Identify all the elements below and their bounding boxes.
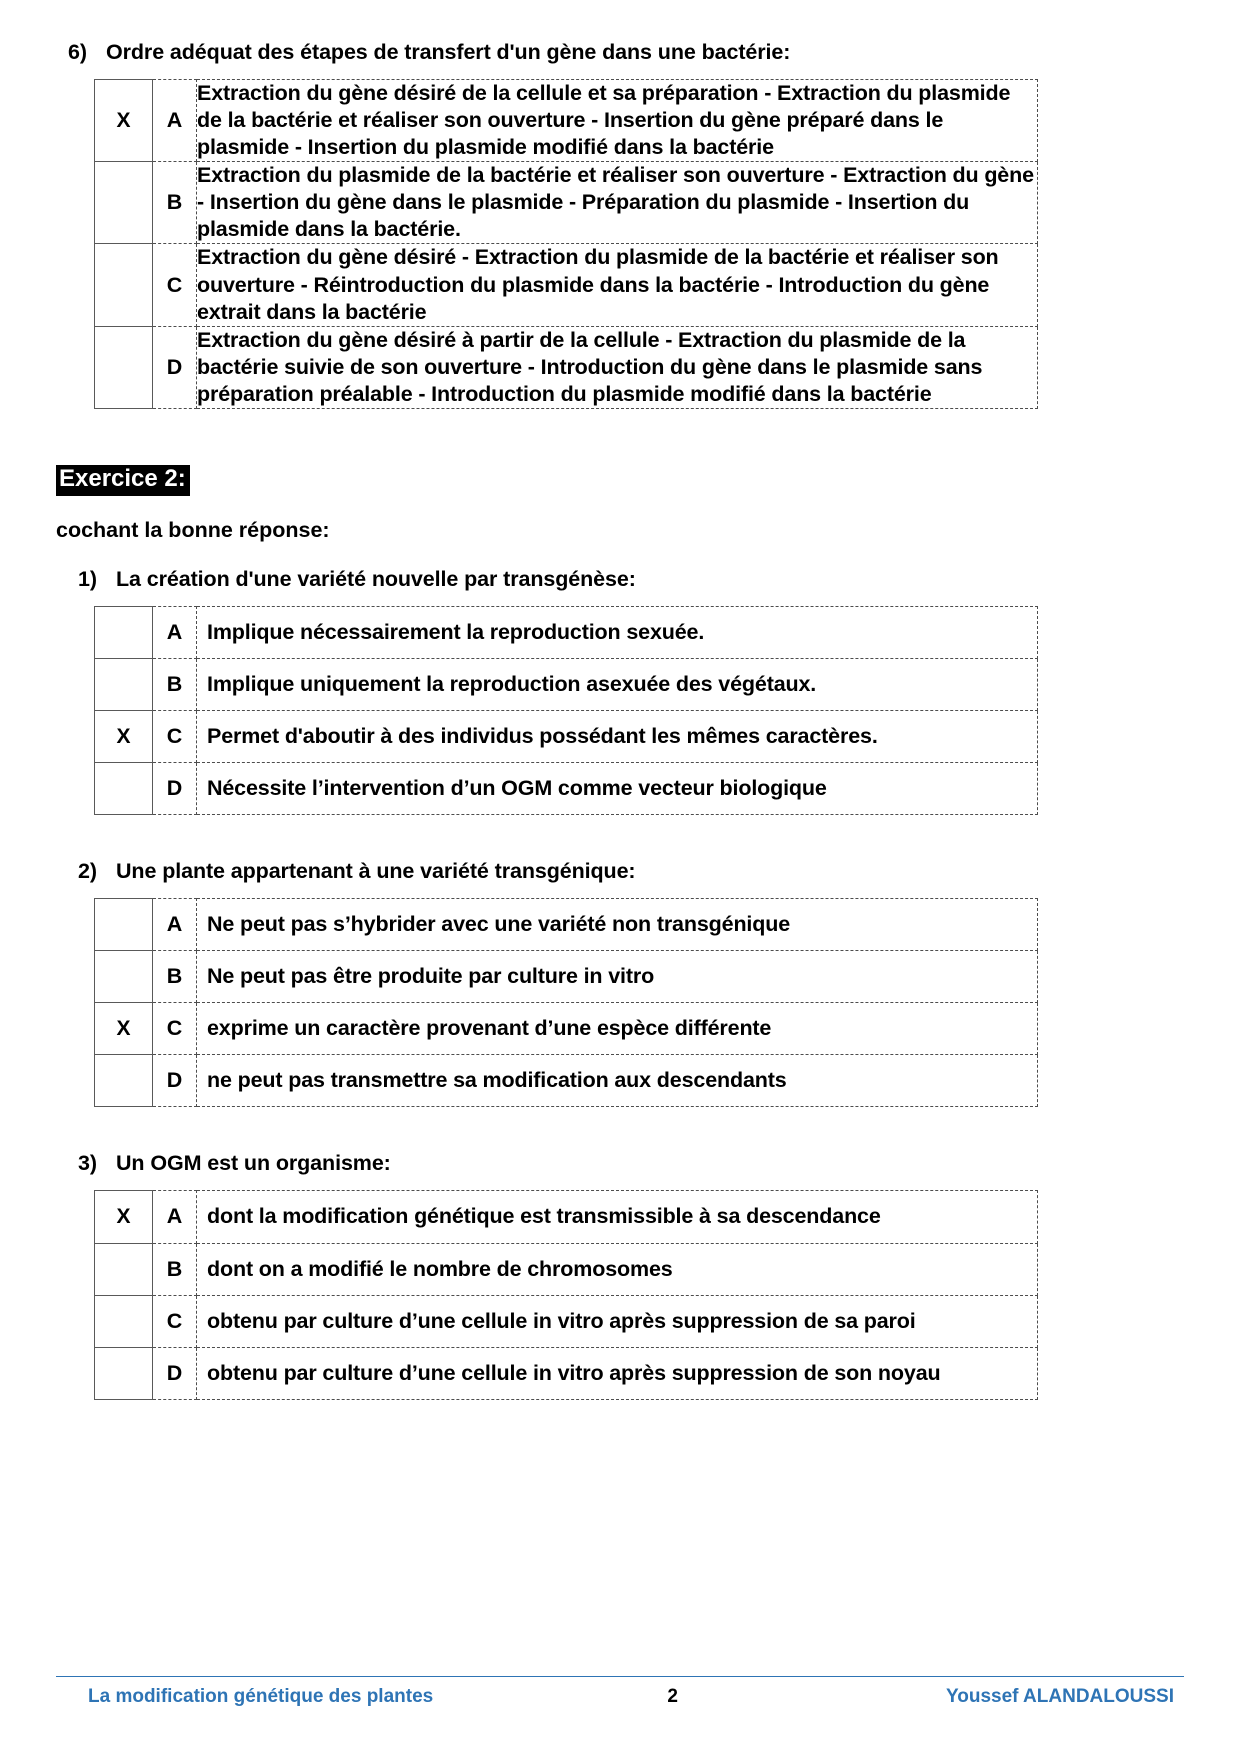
- table-row[interactable]: [95, 326, 1038, 408]
- option-letter: C: [153, 710, 197, 762]
- question-text: La création d'une variété nouvelle par transgénèse:: [116, 566, 636, 591]
- option-text: Ne peut pas être produite par culture in vitro: [197, 951, 1038, 1003]
- question-heading-6: [56, 40, 1184, 65]
- table-row[interactable]: [95, 606, 1038, 658]
- answer-table-q3: [94, 1190, 1038, 1399]
- question-heading-3: [56, 1151, 1184, 1176]
- option-letter: D: [153, 763, 197, 815]
- checkbox-cell[interactable]: [95, 1347, 153, 1399]
- option-letter: C: [153, 1295, 197, 1347]
- option-letter: D: [153, 1347, 197, 1399]
- question-number: 3): [78, 1151, 97, 1176]
- option-text: Implique nécessairement la reproduction sexuée.: [197, 606, 1038, 658]
- option-letter: A: [153, 80, 197, 162]
- option-letter: A: [153, 899, 197, 951]
- option-text: Extraction du gène désiré de la cellule et sa préparation - Extraction du plasmide de la bactérie et réaliser son ouverture - Insertion du gène préparé dans le plasmide - Insertion du plasmide modifié dans la bactérie: [197, 80, 1038, 162]
- checkbox-cell[interactable]: [95, 1055, 153, 1107]
- page-footer: [56, 1676, 1184, 1708]
- footer-author: Youssef ALANDALOUSSI: [945, 1686, 1174, 1707]
- option-letter: C: [153, 1003, 197, 1055]
- option-text: Implique uniquement la reproduction asexuée des végétaux.: [197, 658, 1038, 710]
- question-heading-2: [56, 859, 1184, 884]
- question-number: 6): [68, 40, 87, 64]
- option-text: obtenu par culture d’une cellule in vitro après suppression de sa paroi: [197, 1295, 1038, 1347]
- question-text: Un OGM est un organisme:: [116, 1151, 391, 1176]
- option-letter: B: [153, 1243, 197, 1295]
- checkbox-cell[interactable]: X: [95, 80, 153, 162]
- option-text: Permet d'aboutir à des individus possédant les mêmes caractères.: [197, 710, 1038, 762]
- checkbox-cell[interactable]: [95, 899, 153, 951]
- checkbox-cell[interactable]: [95, 326, 153, 408]
- option-text: Extraction du gène désiré - Extraction du plasmide de la bactérie et réaliser son ouverture - Réintroduction du plasmide dans la bactérie - Introduction du gène extrait dans la bactérie: [197, 244, 1038, 326]
- footer-page-number: 2: [667, 1686, 678, 1707]
- question-number: 1): [78, 566, 97, 591]
- option-letter: D: [153, 1055, 197, 1107]
- checkbox-cell[interactable]: [95, 763, 153, 815]
- table-row[interactable]: [95, 1003, 1038, 1055]
- option-letter: D: [153, 326, 197, 408]
- answer-table-q6: [94, 79, 1038, 409]
- checkbox-cell[interactable]: [95, 1295, 153, 1347]
- answer-table-q1: [94, 606, 1038, 815]
- question-text: Ordre adéquat des étapes de transfert d'un gène dans une bactérie:: [106, 40, 791, 64]
- footer-document-title: La modification génétique des plantes: [88, 1686, 434, 1707]
- table-row[interactable]: [95, 162, 1038, 244]
- table-row[interactable]: [95, 1243, 1038, 1295]
- table-row[interactable]: [95, 1055, 1038, 1107]
- option-text: dont on a modifié le nombre de chromosomes: [197, 1243, 1038, 1295]
- option-letter: B: [153, 951, 197, 1003]
- exercise2-banner-wrap: [56, 465, 1184, 496]
- option-text: exprime un caractère provenant d’une espèce différente: [197, 1003, 1038, 1055]
- option-text: obtenu par culture d’une cellule in vitro après suppression de son noyau: [197, 1347, 1038, 1399]
- table-row[interactable]: [95, 658, 1038, 710]
- table-row[interactable]: [95, 1191, 1038, 1243]
- checkbox-cell[interactable]: [95, 606, 153, 658]
- checkbox-cell[interactable]: X: [95, 710, 153, 762]
- table-row[interactable]: [95, 80, 1038, 162]
- option-letter: A: [153, 1191, 197, 1243]
- exercise-subtitle: cochant la bonne réponse:: [56, 517, 330, 542]
- option-text: Nécessite l’intervention d’un OGM comme vecteur biologique: [197, 763, 1038, 815]
- table-row[interactable]: [95, 899, 1038, 951]
- question-text: Une plante appartenant à une variété transgénique:: [116, 859, 636, 884]
- option-text: Extraction du plasmide de la bactérie et réaliser son ouverture - Extraction du gène - Insertion du gène dans le plasmide - Préparation du plasmide - Insertion du plasmide dans la bactérie.: [197, 162, 1038, 244]
- table-row[interactable]: [95, 1295, 1038, 1347]
- checkbox-cell[interactable]: X: [95, 1191, 153, 1243]
- question-heading-1: [56, 567, 1184, 592]
- checkbox-cell[interactable]: [95, 1243, 153, 1295]
- question-number: 2): [78, 859, 97, 884]
- table-row[interactable]: [95, 244, 1038, 326]
- option-text: ne peut pas transmettre sa modification aux descendants: [197, 1055, 1038, 1107]
- exercise-banner: Exercice 2:: [56, 465, 190, 496]
- checkbox-cell[interactable]: [95, 162, 153, 244]
- option-letter: B: [153, 658, 197, 710]
- table-row[interactable]: [95, 951, 1038, 1003]
- option-text: dont la modification génétique est transmissible à sa descendance: [197, 1191, 1038, 1243]
- option-text: Ne peut pas s’hybrider avec une variété non transgénique: [197, 899, 1038, 951]
- option-letter: B: [153, 162, 197, 244]
- table-row[interactable]: [95, 710, 1038, 762]
- checkbox-cell[interactable]: [95, 951, 153, 1003]
- checkbox-cell[interactable]: X: [95, 1003, 153, 1055]
- answer-table-q2: [94, 898, 1038, 1107]
- checkbox-cell[interactable]: [95, 658, 153, 710]
- option-letter: A: [153, 606, 197, 658]
- checkbox-cell[interactable]: [95, 244, 153, 326]
- table-row[interactable]: [95, 763, 1038, 815]
- option-text: Extraction du gène désiré à partir de la cellule - Extraction du plasmide de la bactérie suivie de son ouverture - Introduction du gène dans le plasmide sans préparation préalable - Introduction du plasmide modifié dans la bactérie: [197, 326, 1038, 408]
- option-letter: C: [153, 244, 197, 326]
- table-row[interactable]: [95, 1347, 1038, 1399]
